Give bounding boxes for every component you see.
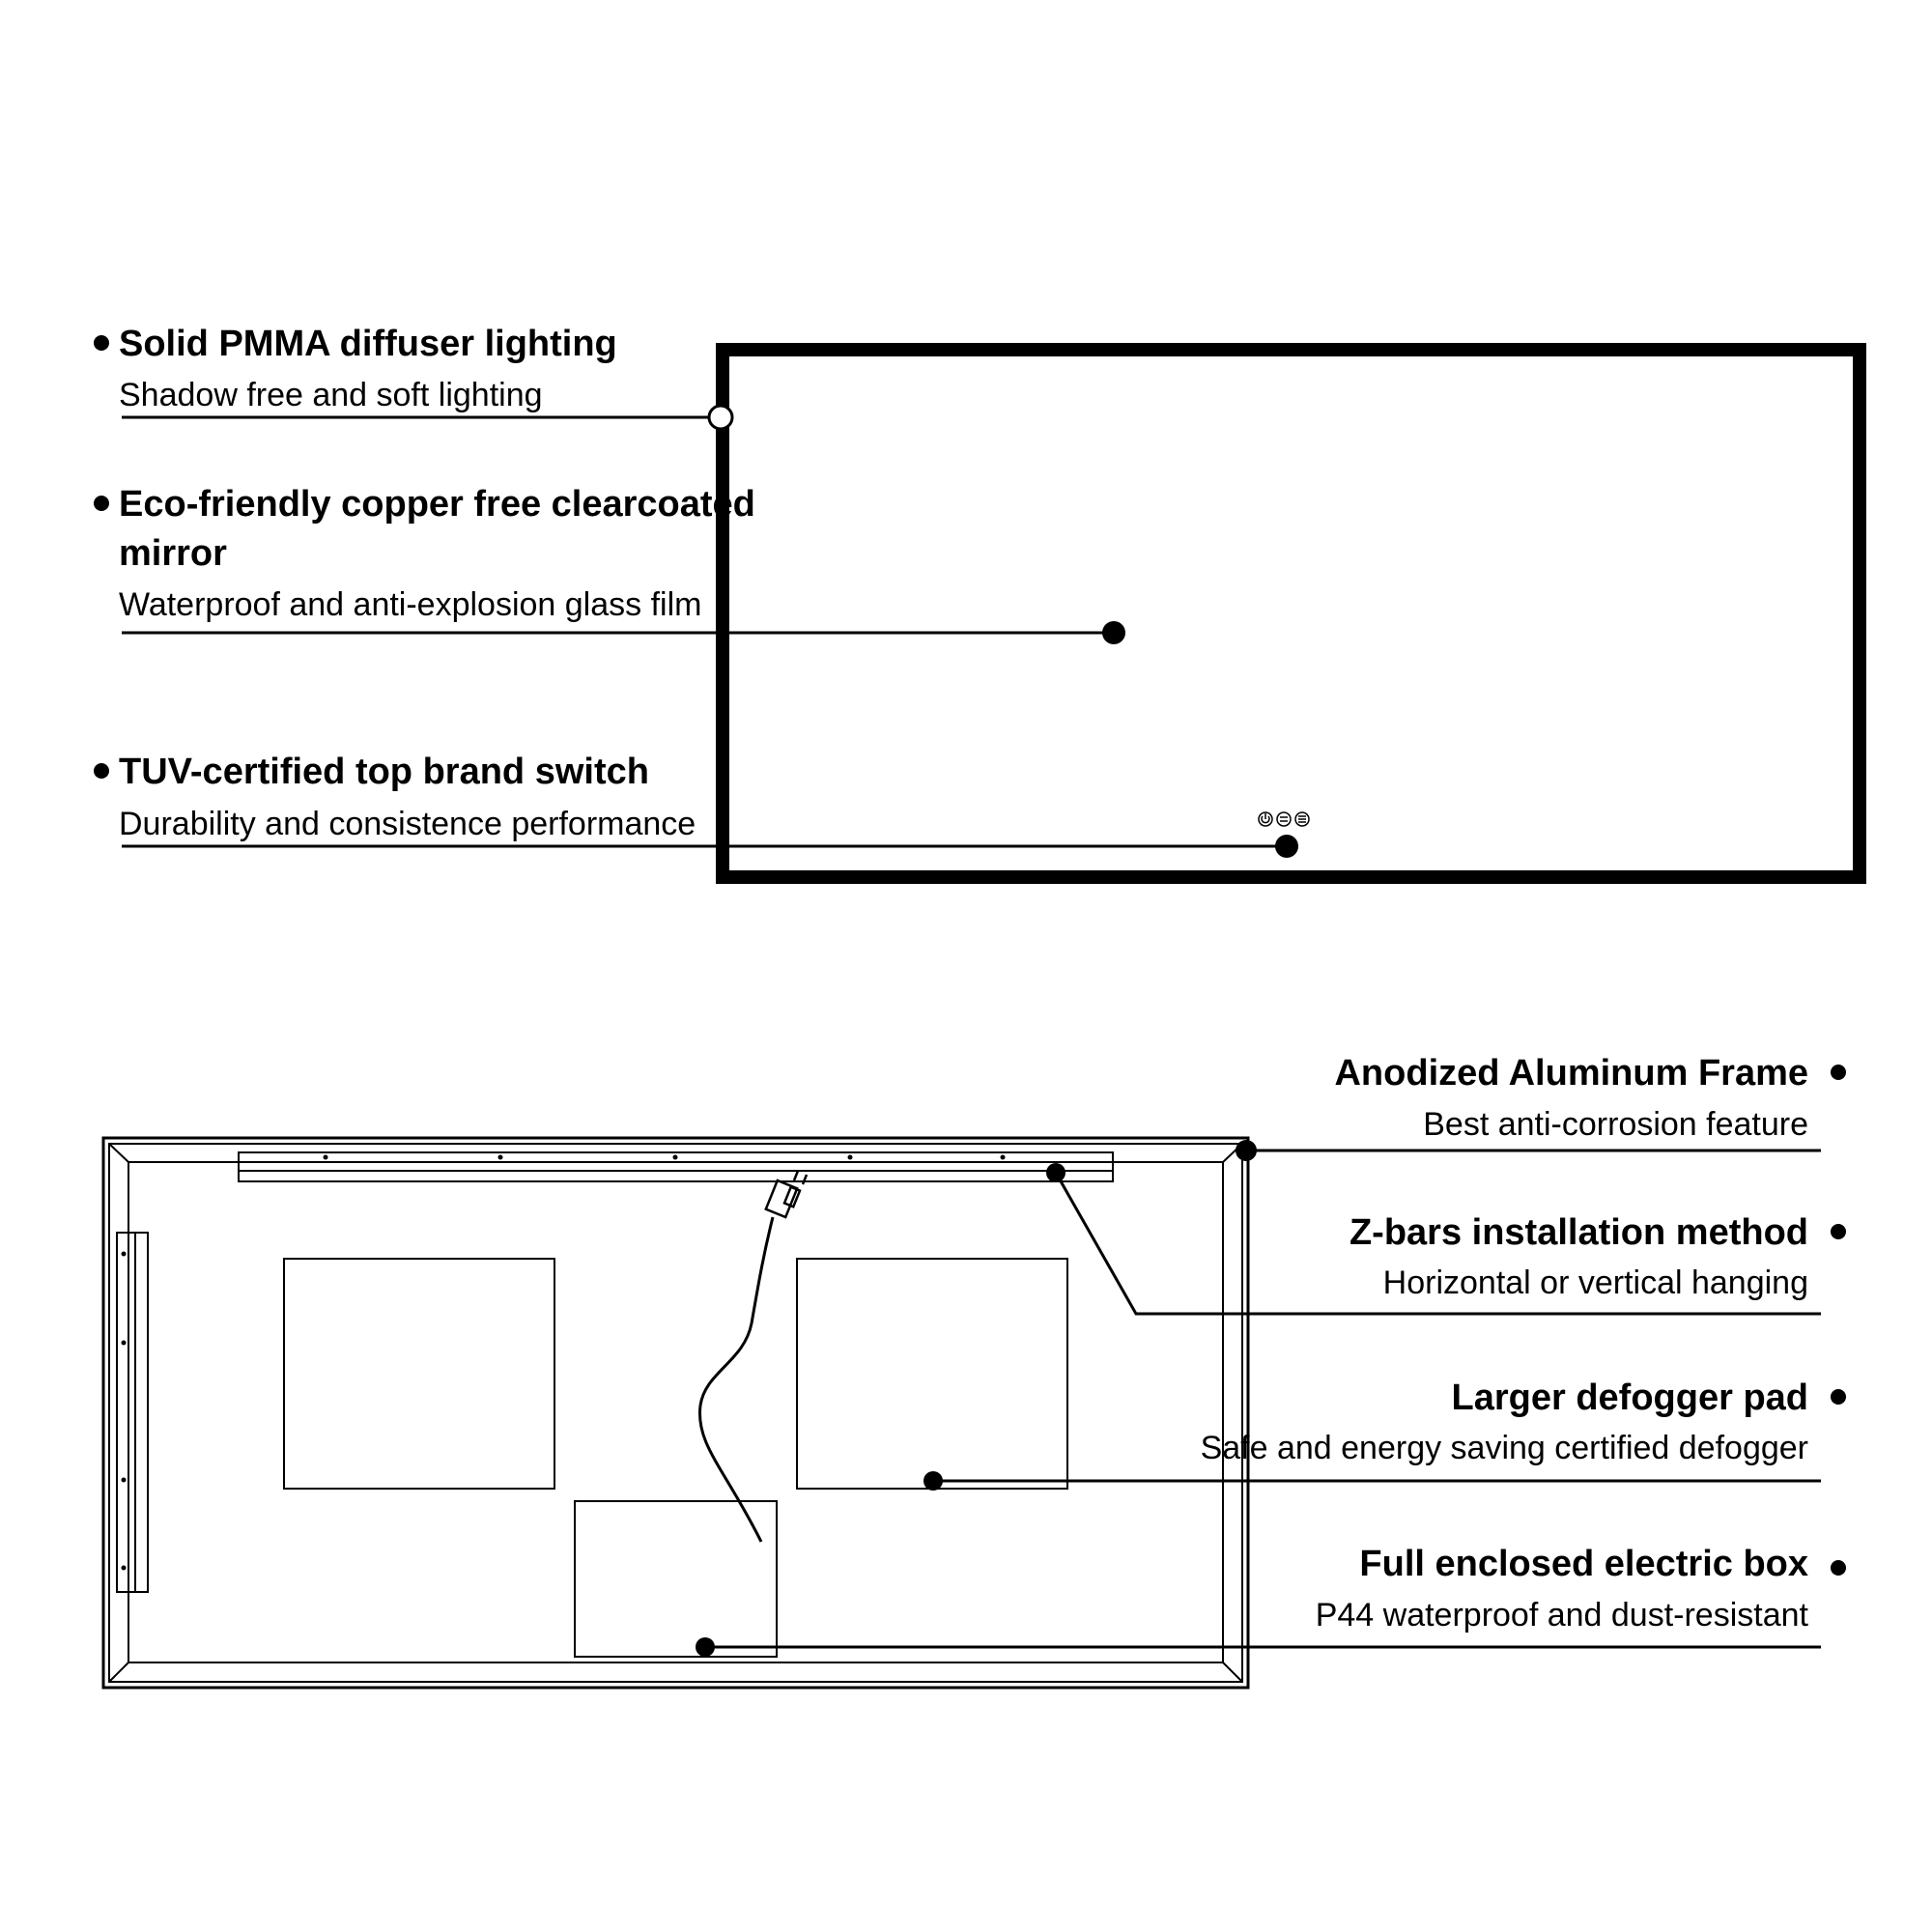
feature-title-electric-box: Full enclosed electric box bbox=[1359, 1544, 1808, 1584]
feature-title-zbars: Z-bars installation method bbox=[1349, 1212, 1808, 1253]
power-icon bbox=[1259, 812, 1272, 826]
bullet-dot bbox=[1831, 1389, 1846, 1405]
defogger-pad-left bbox=[284, 1259, 554, 1489]
touch-switch-icons bbox=[1259, 812, 1309, 826]
defogger-pad-right bbox=[797, 1259, 1067, 1489]
back-frame-outer bbox=[103, 1138, 1248, 1688]
z-bar-screws-vertical bbox=[122, 1252, 127, 1571]
feature-title-mirror-line2: mirror bbox=[119, 533, 227, 574]
feature-title-switch: TUV-certified top brand switch bbox=[119, 752, 649, 792]
callout-anchor-frame bbox=[1236, 1140, 1257, 1161]
feature-subtitle-electric-box: P44 waterproof and dust-resistant bbox=[1315, 1597, 1808, 1634]
feature-subtitle-switch: Durability and consistence performance bbox=[119, 806, 696, 842]
feature-title-mirror: Eco-friendly copper free clearcoated bbox=[119, 484, 755, 525]
callout-anchor-switch bbox=[1275, 835, 1298, 858]
power-plug-icon bbox=[766, 1171, 807, 1217]
feature-subtitle-pmma: Shadow free and soft lighting bbox=[119, 377, 543, 413]
defogger-icon bbox=[1295, 812, 1309, 826]
dimmer-icon bbox=[1277, 812, 1291, 826]
feature-subtitle-defogger: Safe and energy saving certified defogger bbox=[1200, 1430, 1808, 1466]
front-mirror-frame bbox=[723, 350, 1860, 877]
bullet-dot bbox=[94, 496, 109, 511]
power-cable bbox=[699, 1217, 773, 1542]
callout-anchor-mirror bbox=[1102, 621, 1125, 644]
bullet-dot bbox=[1831, 1065, 1846, 1080]
bullet-dot bbox=[94, 335, 109, 351]
callout-anchor-defogger bbox=[923, 1471, 943, 1491]
bullet-dot bbox=[1831, 1224, 1846, 1239]
feature-subtitle-zbars: Horizontal or vertical hanging bbox=[1382, 1264, 1808, 1301]
callout-anchor-zbars bbox=[1046, 1163, 1065, 1182]
feature-subtitle-mirror: Waterproof and anti-explosion glass film bbox=[119, 586, 702, 623]
z-bar-vertical bbox=[117, 1233, 148, 1592]
feature-subtitle-frame: Best anti-corrosion feature bbox=[1423, 1106, 1808, 1143]
callout-anchor-electric-box bbox=[696, 1637, 715, 1657]
bullet-dot bbox=[1831, 1560, 1846, 1576]
frame-corner-lines bbox=[109, 1144, 1242, 1682]
back-frame-inner bbox=[109, 1144, 1242, 1682]
feature-title-defogger: Larger defogger pad bbox=[1451, 1378, 1808, 1418]
front-view bbox=[94, 324, 1860, 877]
back-view bbox=[103, 1053, 1846, 1688]
back-panel bbox=[128, 1162, 1223, 1662]
callout-anchor-pmma bbox=[709, 406, 732, 429]
bullet-dot bbox=[94, 763, 109, 779]
feature-title-pmma: Solid PMMA diffuser lighting bbox=[119, 324, 617, 364]
feature-title-frame: Anodized Aluminum Frame bbox=[1334, 1053, 1808, 1094]
electric-box bbox=[575, 1501, 777, 1657]
z-bar-screws-horizontal bbox=[324, 1155, 1006, 1160]
